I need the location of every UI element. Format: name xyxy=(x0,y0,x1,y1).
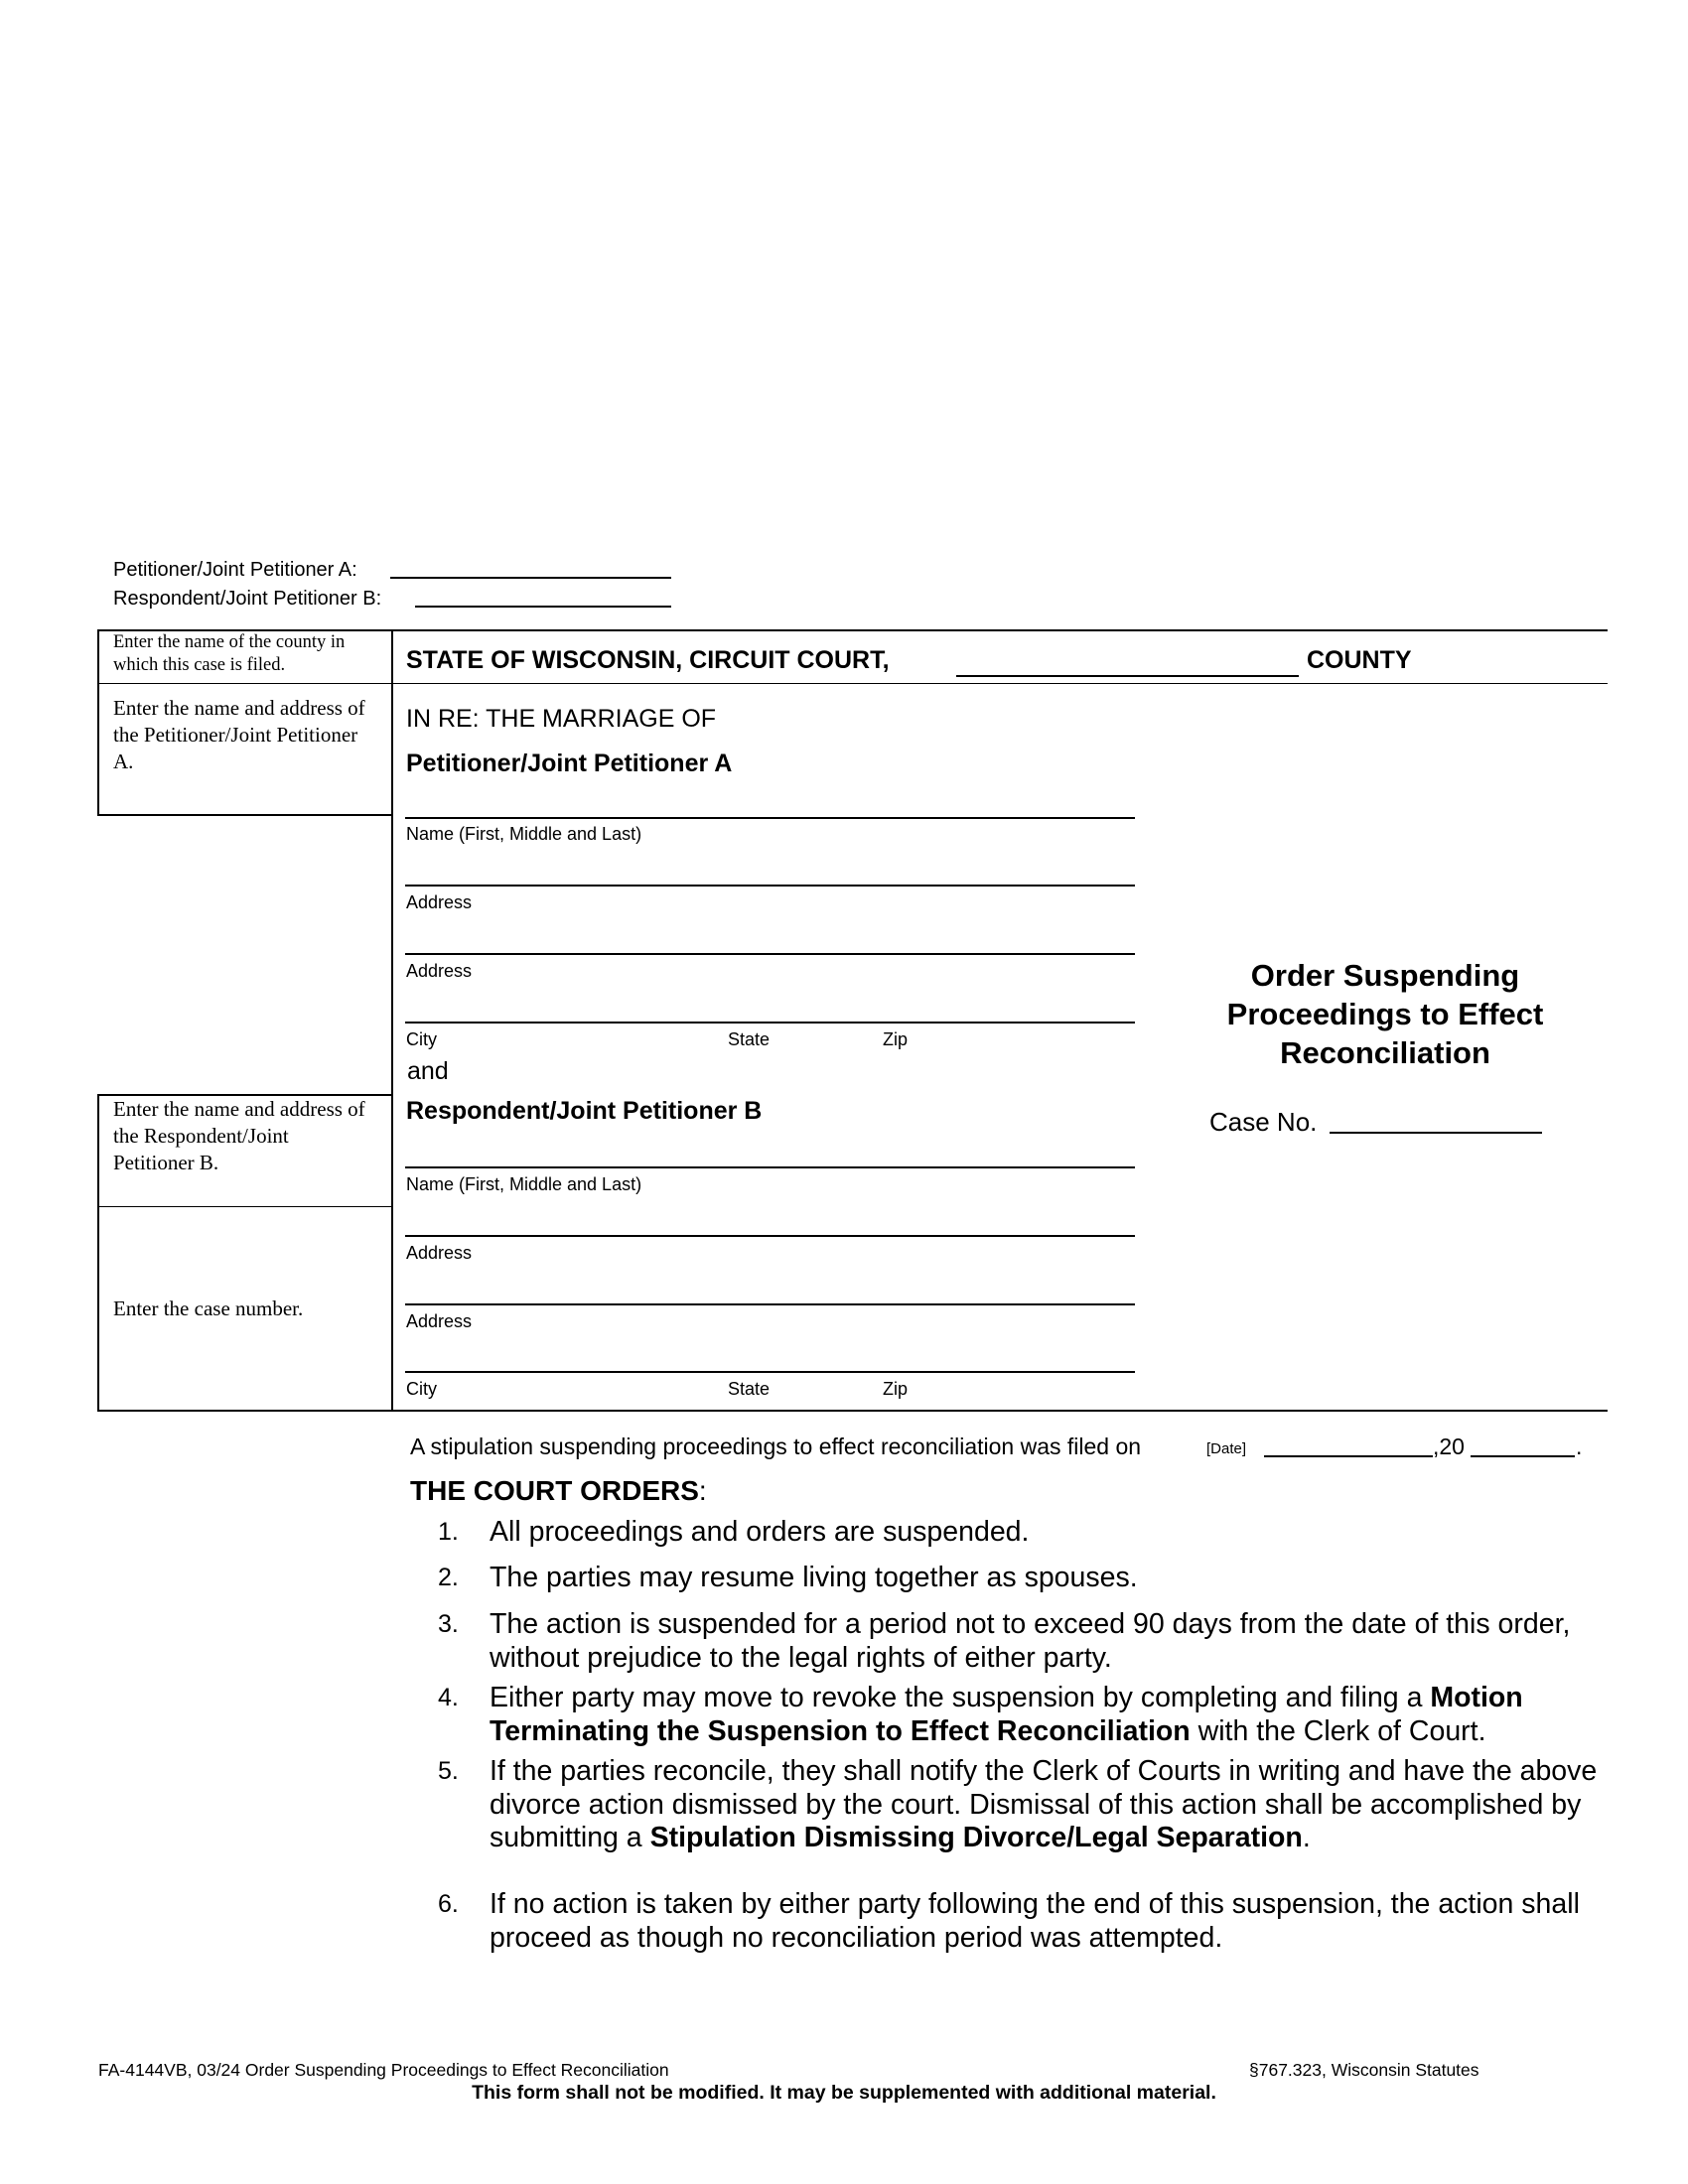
order-item-1 xyxy=(438,1516,1610,1550)
respondent-address1-field[interactable] xyxy=(405,1235,1135,1237)
order-text: All proceedings and orders are suspended. xyxy=(490,1516,1030,1548)
order-text-pre: Either party may move to revoke the suspension by completing and filing a xyxy=(490,1682,1431,1713)
order-text-form-name: Motion Terminating the Suspension to Effect Reconciliation xyxy=(490,1682,1523,1747)
order-text: The action is suspended for a period not to exceed 90 days from the date of this order, without prejudice to the legal rights of either party. xyxy=(490,1608,1571,1674)
order-text-post: with the Clerk of Court. xyxy=(1190,1714,1486,1747)
respondent-name-field[interactable] xyxy=(405,1166,1135,1168)
order-text-pre: If the parties reconcile, they shall notify the Clerk of Courts in writing and have the above divorce action dismissed by the court. Dismissal of this action shall be accomplished by submitting a xyxy=(490,1755,1598,1853)
petitioner-address2-caption: Address xyxy=(406,961,473,981)
respondent-zip-caption: Zip xyxy=(883,1379,909,1399)
footer-form-id: FA-4144VB, 03/24 Order Suspending Proceedings to Effect Reconciliation xyxy=(98,2060,669,2080)
respondent-address1-caption: Address xyxy=(406,1243,473,1263)
court-caption-prefix: STATE OF WISCONSIN, CIRCUIT COURT, xyxy=(406,646,890,674)
respondent-state-caption: State xyxy=(728,1379,771,1399)
respondent-city-field[interactable] xyxy=(405,1371,1135,1373)
and-separator: and xyxy=(407,1057,449,1085)
footer-statute: §767.323, Wisconsin Statutes xyxy=(1249,2060,1479,2080)
date-label: [Date] xyxy=(1206,1440,1247,1457)
order-item-4 xyxy=(438,1682,1610,1748)
petitioner-instruction: Enter the name and address of the Petitioner/Joint Petitioner A. xyxy=(113,696,365,773)
grid-respondent-box-mid xyxy=(97,1206,392,1207)
petitioner-state-caption: State xyxy=(728,1029,771,1049)
document-title xyxy=(1152,956,1618,1072)
footer-notice: This form shall not be modified. It may be supplemented with additional material. xyxy=(472,2082,1216,2104)
petitioner-name-caption: Name (First, Middle and Last) xyxy=(406,824,642,844)
petitioner-a-label: Petitioner/Joint Petitioner A: xyxy=(113,559,357,581)
order-text-post: . xyxy=(1302,1822,1311,1853)
document-title-line-3: Reconciliation xyxy=(1280,1035,1490,1070)
case-no-field[interactable] xyxy=(1330,1132,1542,1134)
petitioner-a-field[interactable] xyxy=(390,577,671,579)
document-title-line-1: Order Suspending xyxy=(1250,958,1520,993)
stipulation-year-field[interactable] xyxy=(1471,1455,1575,1457)
grid-left-line-lower xyxy=(97,1094,99,1412)
order-item-3 xyxy=(438,1608,1610,1675)
order-text: The parties may resume living together as spouses. xyxy=(490,1562,1138,1593)
order-item-6 xyxy=(438,1888,1610,1955)
petitioner-address2-field[interactable] xyxy=(405,953,1135,955)
petitioner-address1-caption: Address xyxy=(406,892,473,912)
stipulation-period: . xyxy=(1576,1433,1583,1459)
stipulation-date-field[interactable] xyxy=(1264,1455,1433,1457)
stipulation-text: A stipulation suspending proceedings to effect reconciliation was filed on xyxy=(410,1433,1142,1459)
order-text-form-name: Stipulation Dismissing Divorce/Legal Separation xyxy=(649,1822,1303,1853)
year-prefix: ,20 xyxy=(1433,1433,1465,1459)
county-instruction: Enter the name of the county in which this case is filed. xyxy=(113,632,346,675)
document-title-line-2: Proceedings to Effect xyxy=(1226,997,1544,1031)
grid-bottom-line xyxy=(97,1410,1608,1412)
court-orders-heading xyxy=(410,1475,707,1507)
order-number: 1. xyxy=(438,1518,459,1546)
respondent-address2-field[interactable] xyxy=(405,1303,1135,1305)
order-number: 6. xyxy=(438,1890,459,1918)
respondent-name-caption: Name (First, Middle and Last) xyxy=(406,1174,642,1194)
county-name-field[interactable] xyxy=(956,675,1299,677)
order-text: If no action is taken by either party following the end of this suspension, the action shall proceed as though no reconciliation period was attempted. xyxy=(490,1888,1580,1954)
order-text xyxy=(490,1682,1610,1748)
order-number: 5. xyxy=(438,1757,459,1785)
petitioner-city-caption: City xyxy=(406,1029,437,1049)
order-text xyxy=(490,1755,1610,1855)
grid-county-row-line xyxy=(97,683,1608,684)
case-number-instruction: Enter the case number. xyxy=(113,1297,304,1320)
grid-left-line-upper xyxy=(97,629,99,816)
order-number: 2. xyxy=(438,1564,459,1591)
in-re-heading: IN RE: THE MARRIAGE OF xyxy=(406,705,717,733)
order-item-5 xyxy=(438,1755,1610,1855)
order-item-2 xyxy=(438,1562,1610,1595)
respondent-b-label: Respondent/Joint Petitioner B: xyxy=(113,588,382,610)
petitioner-zip-caption: Zip xyxy=(883,1029,909,1049)
petitioner-city-field[interactable] xyxy=(405,1022,1135,1024)
respondent-address2-caption: Address xyxy=(406,1311,473,1331)
court-orders-heading-text: THE COURT ORDERS xyxy=(410,1475,699,1506)
order-number: 3. xyxy=(438,1610,459,1638)
order-number: 4. xyxy=(438,1684,459,1711)
respondent-b-field[interactable] xyxy=(415,606,671,608)
respondent-instruction: Enter the name and address of the Respondent/Joint Petitioner B. xyxy=(113,1097,365,1174)
petitioner-address1-field[interactable] xyxy=(405,885,1135,887)
case-no-label: Case No. xyxy=(1209,1107,1318,1137)
grid-divider-line xyxy=(391,629,393,1412)
respondent-heading: Respondent/Joint Petitioner B xyxy=(406,1097,763,1125)
court-orders-heading-colon: : xyxy=(698,1475,707,1506)
court-caption-suffix: COUNTY xyxy=(1307,646,1412,674)
grid-petitioner-box-bottom xyxy=(97,814,392,816)
petitioner-name-field[interactable] xyxy=(405,817,1135,819)
petitioner-heading: Petitioner/Joint Petitioner A xyxy=(406,750,733,777)
respondent-city-caption: City xyxy=(406,1379,437,1399)
